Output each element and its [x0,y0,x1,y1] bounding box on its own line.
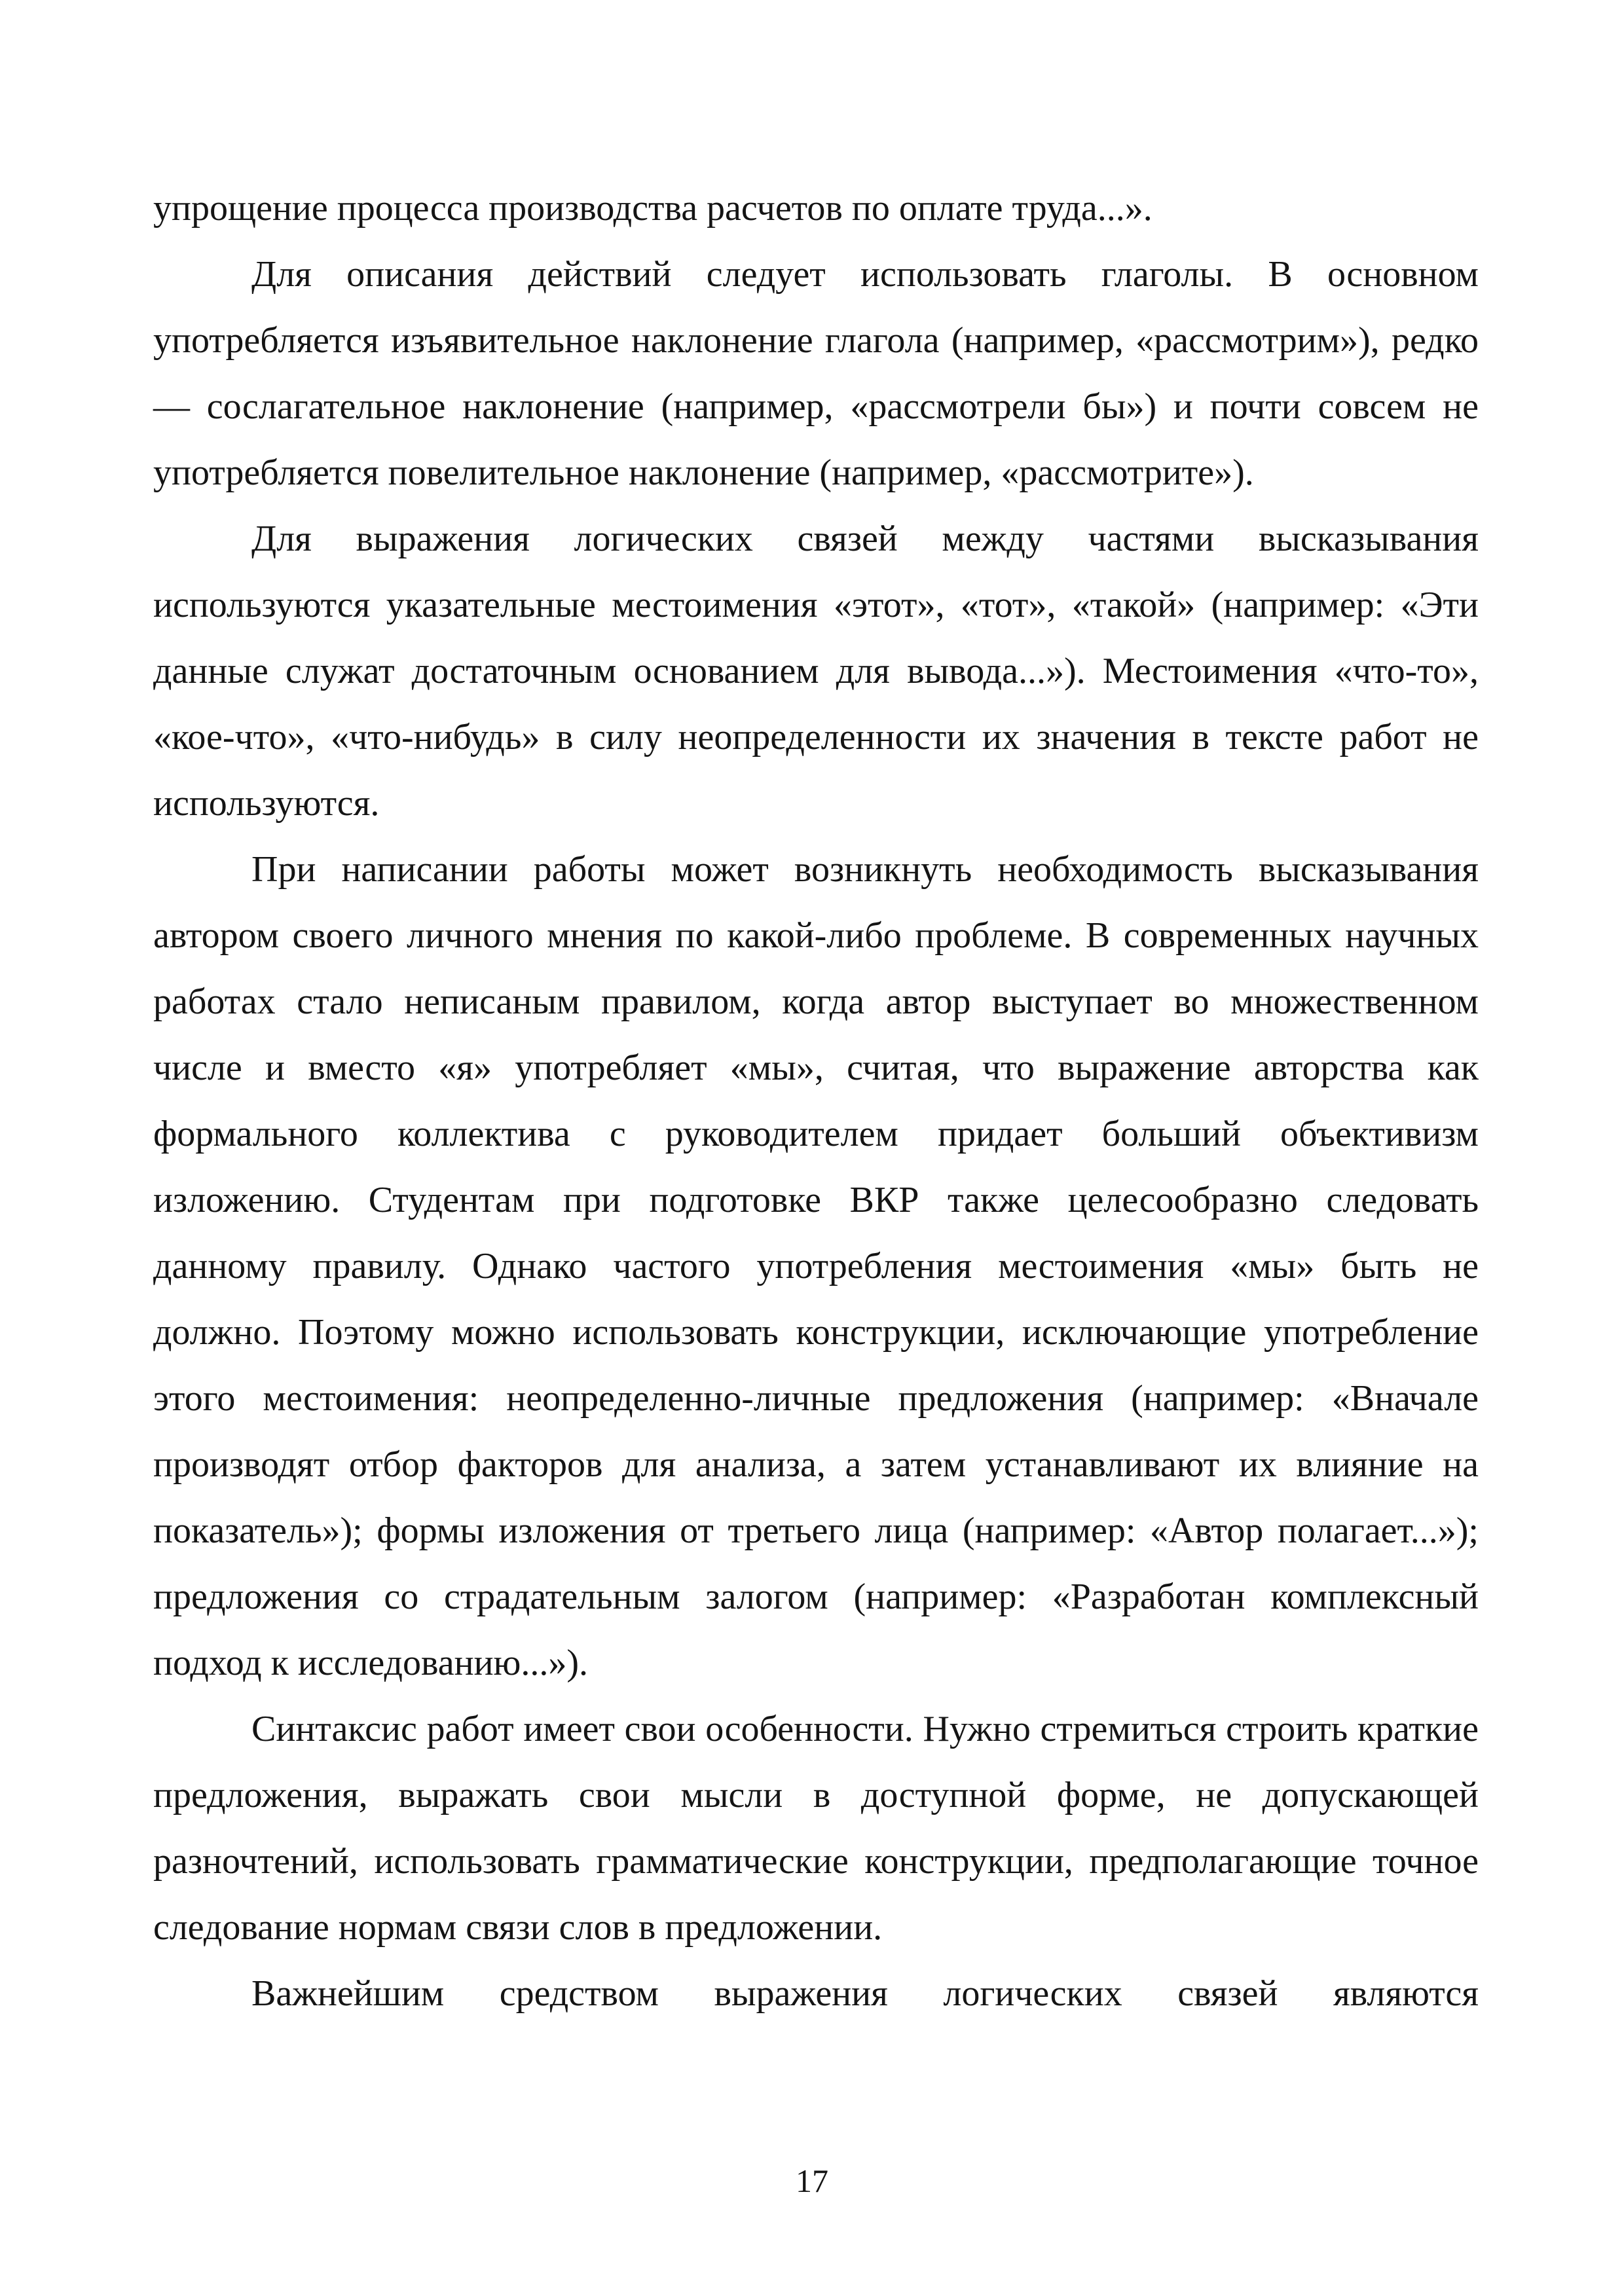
paragraph-continuation: упрощение процесса производства расчетов по оплате труда...». [153,188,1153,228]
paragraph-important-means: Важнейшим средством выражения логических связей являются [251,1973,1479,2014]
paragraph-author-opinion: При написании работы может возникнуть необходимость высказывания автором своего личного мнения по какой-либо проблеме. В современных научных работах стало неписаным правилом, когда автор выступает во множественном числе и вместо «я» употребляет «мы», считая, что выражение авторства как формального коллектива с руководителем придает больший объективизм изложению. Студентам при подготовке ВКР также целесообразно следовать данному правилу. Однако частого употребления местоимения «мы» быть не должно. Поэтому можно использовать конструкции, исключающие употребление этого местоимения: неопределенно-личные предложения (например: «Вначале производят отбор факторов для анализа, а затем устанавливают их влияние на показатель»); формы изложения от третьего лица (например: «Автор полагает...»); предложения со страдательным залогом (например: «Разработан комплексный подход к исследованию...»). [153,849,1479,1683]
paragraph-logical-links: Для выражения логических связей между частями высказывания используются указательные местоимения «этот», «тот», «такой» (например: «Эти данные служат достаточным основанием для вывода...»). Местоимения «что-то», «кое-что», «что-нибудь» в силу неопределенности их значения в тексте работ не используются. [153,519,1479,824]
body-text [153,175,1479,2027]
paragraph-syntax: Синтаксис работ имеет свои особенности. Нужно стремиться строить краткие предложения, выражать свои мысли в доступной форме, не допускающей разночтений, использовать грамматические конструкции, предполагающие точное следование нормам связи слов в предложении. [153,1709,1479,1948]
page-number: 17 [796,2162,828,2199]
paragraph-verbs: Для описания действий следует использовать глаголы. В основном употребляется изъявительное наклонение глагола (например, «рассмотрим»), редко — сослагательное наклонение (например, «рассмотрели бы») и почти совсем не употребляется повелительное наклонение (например, «рассмотрите»). [153,254,1479,493]
